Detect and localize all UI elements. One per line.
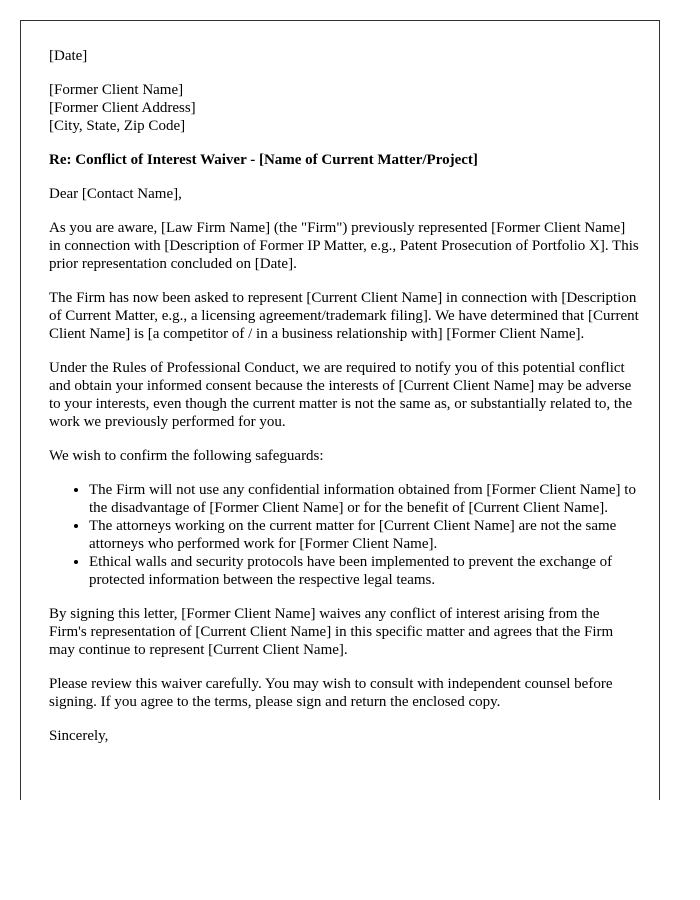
- recipient-name: [Former Client Name]: [49, 82, 184, 98]
- list-item: • The Firm will not use any confidential information obtained from [Former Client Name] to the disadvantage of [Former Client Name] or for the benefit of [Current Client Name].: [89, 481, 639, 517]
- safeguards-list: [49, 481, 639, 589]
- letter-date: [Date]: [49, 48, 88, 64]
- paragraph-rules-of-conduct: Under the Rules of Professional Conduct, we are required to notify you of this potential conflict and obtain your informed consent because the interests of [Current Client Name] may be adverse to your interests, even though the current matter is not the same as, or substantially related to, the work we previously performed for you.: [49, 360, 633, 430]
- signoff: Sincerely,: [49, 728, 109, 744]
- subject-line: Re: Conflict of Interest Waiver - [Name of Current Matter/Project]: [49, 152, 478, 168]
- paragraph-waiver: By signing this letter, [Former Client Name] waives any conflict of interest arising from the Firm's representation of [Current Client Name] in this specific matter and agrees that the Firm may continue to represent [Current Client Name].: [49, 606, 614, 658]
- paragraph-safeguards-intro: We wish to confirm the following safeguards:: [49, 448, 324, 464]
- paragraph-review-instructions: Please review this waiver carefully. You may wish to consult with independent counsel before signing. If you agree to the terms, please sign and return the enclosed copy.: [49, 676, 613, 710]
- recipient-address-block: [49, 81, 639, 135]
- letter-body: [49, 47, 639, 761]
- letter-page: [20, 20, 660, 800]
- list-item: • Ethical walls and security protocols have been implemented to prevent the exchange of protected information between the respective legal teams.: [89, 553, 639, 589]
- paragraph-current-matter: The Firm has now been asked to represent [Current Client Name] in connection with [Description of Current Matter, e.g., a licensing agreement/trademark filing]. We have determined that [Current Client Name] is [a competitor of / in a business relationship with] [Former Client Name].: [49, 290, 639, 342]
- list-item: • The attorneys working on the current matter for [Current Client Name] are not the same attorneys who performed work for [Former Client Name].: [89, 517, 639, 553]
- recipient-address: [Former Client Address]: [49, 100, 196, 116]
- recipient-city-state-zip: [City, State, Zip Code]: [49, 118, 186, 134]
- paragraph-prior-representation: As you are aware, [Law Firm Name] (the "Firm") previously represented [Former Client Name] in connection with [Description of Former IP Matter, e.g., Patent Prosecution of Portfolio X]. This prior representation concluded on [Date].: [49, 220, 639, 272]
- salutation: Dear [Contact Name],: [49, 186, 182, 202]
